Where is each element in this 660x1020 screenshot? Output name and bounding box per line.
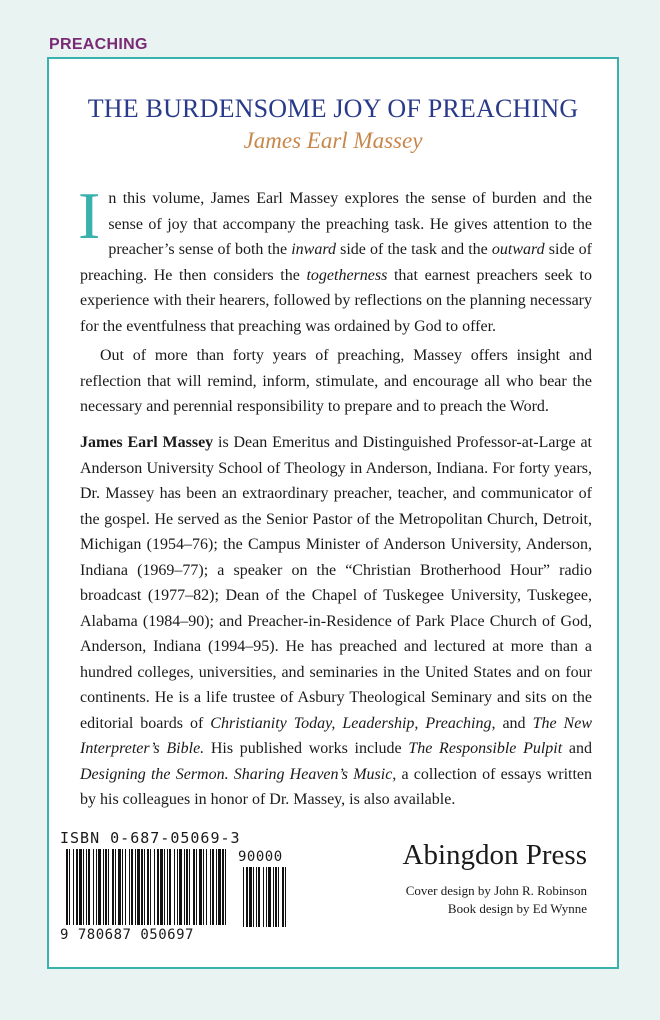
design-credits	[406, 882, 587, 918]
book-author: James Earl Massey	[243, 128, 423, 153]
intro-paragraph: In this volume, James Earl Massey explores the sense of burden and the sense of joy that accompany the preaching task. He gives attention to the preacher’s sense of both the inward side of the task and the outward side of preaching. He then considers the togetherness that earnest preachers seek to experience with their hearers, followed by reflections on the planning necessary for the eventfulness that preaching was ordained by God to offer.	[78, 179, 592, 335]
isbn-number: ISBN 0-687-05069-3	[60, 829, 241, 847]
drop-cap: I	[78, 179, 101, 253]
summary-paragraph: Out of more than forty years of preaching, Massey offers insight and reflection that will remind, inform, stimulate, and encourage all who bear the necessary and perennial responsibility to prepare and to preach the Word.	[80, 347, 592, 415]
author-bio-paragraph: James Earl Massey is Dean Emeritus and Distinguished Professor-at-Large at Anderson University School of Theology in Anderson, Indiana. For forty years, Dr. Massey has been an extraordinary preacher, teacher, and communicator of the gospel. He served as the Senior Pastor of the Metropolitan Church, Detroit, Michigan (1954–76); the Campus Minister of Anderson University, Anderson, Indiana (1969–77); a speaker on the “Christian Brotherhood Hour” radio broadcast (1977–82); Dean of the Chapel of Tuskegee University, Tuskegee, Alabama (1984–90); and Preacher-in-Residence of Park Place Church of God, Anderson, Indiana (1994–95). He has preached and lectured at more than a hundred colleges, universities, and seminaries in the United States and on four continents. He is a life trustee of Asbury Theological Seminary and sits on the editorial boards of Christianity Today, Leadership, Preaching, and The New Interpreter’s Bible. His published works include The Responsible Pulpit and Designing the Sermon. Sharing Heaven’s Music, a collection of essays written by his colleagues in honor of Dr. Massey, is also available.	[80, 434, 593, 808]
cover-credit: Cover design by John R. Robinson	[405, 883, 587, 898]
bio-author-name: James Earl Massey	[80, 434, 214, 451]
barcode-addon-digits: 90000	[238, 849, 283, 865]
barcode-digits: 9 780687 050697	[60, 927, 194, 943]
book-credit: Book design by Ed Wynne	[447, 901, 587, 916]
category-label: PREACHING	[49, 36, 148, 53]
book-title: THE BURDENSOME JOY OF PREACHING	[87, 94, 579, 123]
publisher-name: Abingdon Press	[402, 839, 587, 871]
back-cover-panel	[47, 57, 619, 969]
isbn-barcode	[60, 829, 292, 947]
